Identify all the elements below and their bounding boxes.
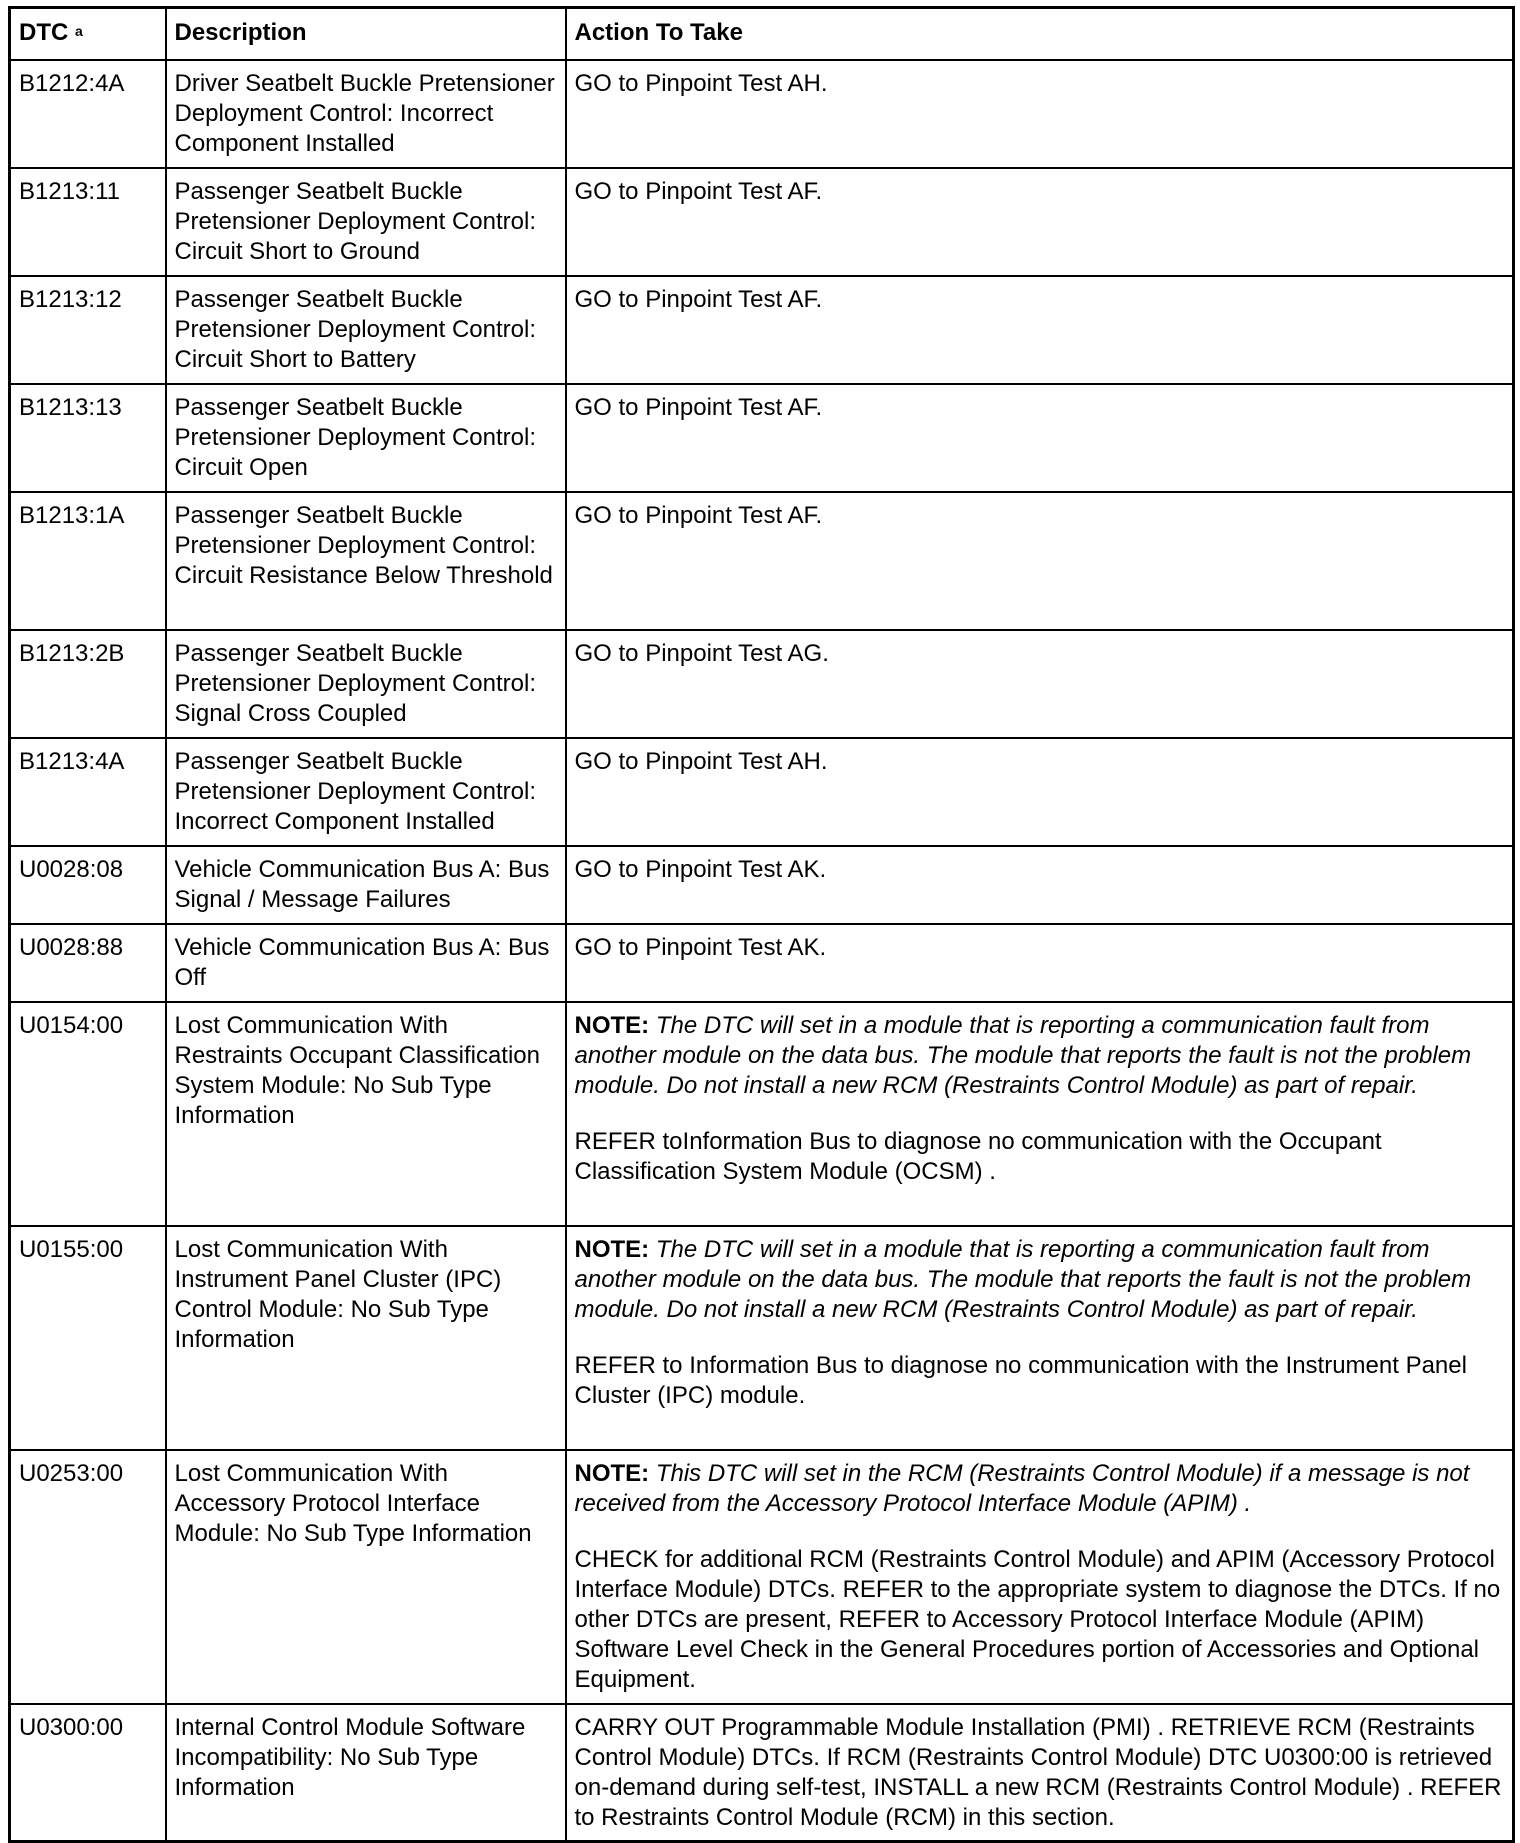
note-paragraph: [575, 1235, 1505, 1325]
table-row: [10, 1704, 1514, 1842]
dtc-action: GO to Pinpoint Test AF.: [566, 384, 1514, 492]
dtc-code: B1212:4A: [10, 60, 166, 168]
action-paragraph: REFER to Information Bus to diagnose no communication with the Instrument Panel Cluster (IPC) module.: [574, 1351, 1467, 1409]
dtc-description: Passenger Seatbelt Buckle Pretensioner Deployment Control: Incorrect Component Installed: [166, 738, 566, 846]
table-row: [10, 168, 1514, 276]
dtc-description: Passenger Seatbelt Buckle Pretensioner Deployment Control: Circuit Resistance Below Threshold: [166, 492, 566, 630]
dtc-action: GO to Pinpoint Test AF.: [566, 276, 1514, 384]
dtc-description: Lost Communication With Instrument Panel Cluster (IPC) Control Module: No Sub Type Information: [166, 1226, 566, 1450]
dtc-action: GO to Pinpoint Test AK.: [566, 846, 1514, 924]
header-dtc: DTC $^a$: [10, 8, 166, 60]
note-text: This DTC will set in the RCM (Restraints Control Module) if a message is not received from the Accessory Protocol Interface Module (APIM) .: [574, 1459, 1470, 1517]
table-row: [10, 924, 1514, 1002]
dtc-action: GO to Pinpoint Test AF.: [566, 168, 1514, 276]
dtc-code: B1213:4A: [10, 738, 166, 846]
dtc-description: Internal Control Module Software Incompatibility: No Sub Type Information: [166, 1704, 566, 1842]
dtc-code: B1213:11: [10, 168, 166, 276]
dtc-code: U0300:00: [10, 1704, 166, 1842]
dtc-description: Vehicle Communication Bus A: Bus Signal / Message Failures: [166, 846, 566, 924]
dtc-code: U0155:00: [10, 1226, 166, 1450]
dtc-action: [566, 1450, 1514, 1704]
table-row: [10, 630, 1514, 738]
dtc-code: B1213:13: [10, 384, 166, 492]
dtc-description: Lost Communication With Accessory Protocol Interface Module: No Sub Type Information: [166, 1450, 566, 1704]
table-row: [10, 384, 1514, 492]
action-paragraph: REFER toInformation Bus to diagnose no communication with the Occupant Classification System Module (OCSM) .: [574, 1127, 1382, 1185]
dtc-action: GO to Pinpoint Test AH.: [566, 738, 1514, 846]
table-row: [10, 492, 1514, 630]
dtc-code: B1213:2B: [10, 630, 166, 738]
dtc-description: Passenger Seatbelt Buckle Pretensioner Deployment Control: Circuit Short to Battery: [166, 276, 566, 384]
table-row: [10, 846, 1514, 924]
dtc-code: B1213:12: [10, 276, 166, 384]
dtc-action: GO to Pinpoint Test AG.: [566, 630, 1514, 738]
dtc-action: [566, 1226, 1514, 1450]
table-row: [10, 60, 1514, 168]
note-text: The DTC will set in a module that is reporting a communication fault from another module on the data bus. The module that reports the fault is not the problem module. Do not install a new RCM (Restraints Control Module) as part of repair.: [574, 1011, 1472, 1099]
table-row: [10, 1002, 1514, 1226]
header-row: [10, 8, 1514, 60]
dtc-action: CARRY OUT Programmable Module Installation (PMI) . RETRIEVE RCM (Restraints Control Module) DTCs. If RCM (Restraints Control Module) DTC U0300:00 is retrieved on-demand during self-test, INSTALL a new RCM (Restraints Control Module) . REFER to Restraints Control Module (RCM) in this section.: [566, 1704, 1514, 1842]
dtc-action: GO to Pinpoint Test AH.: [566, 60, 1514, 168]
note-text: The DTC will set in a module that is reporting a communication fault from another module on the data bus. The module that reports the fault is not the problem module. Do not install a new RCM (Restraints Control Module) as part of repair.: [574, 1235, 1472, 1323]
dtc-code: U0028:88: [10, 924, 166, 1002]
footnote-marker: a: [75, 23, 83, 39]
table-row: [10, 276, 1514, 384]
note-label: NOTE:: [574, 1459, 650, 1487]
table-row: [10, 738, 1514, 846]
dtc-code: U0253:00: [10, 1450, 166, 1704]
dtc-code: U0154:00: [10, 1002, 166, 1226]
dtc-action: GO to Pinpoint Test AF.: [566, 492, 1514, 630]
dtc-code: B1213:1A: [10, 492, 166, 630]
dtc-action: [566, 1002, 1514, 1226]
dtc-description: Passenger Seatbelt Buckle Pretensioner Deployment Control: Signal Cross Coupled: [166, 630, 566, 738]
header-action: Action To Take: [566, 8, 1514, 60]
action-paragraph: CHECK for additional RCM (Restraints Control Module) and APIM (Accessory Protocol Interface Module) DTCs. REFER to the appropriate system to diagnose the DTCs. If no other DTCs are present, REFER to Accessory Protocol Interface Module (APIM) Software Level Check in the General Procedures portion of Accessories and Optional Equipment.: [574, 1545, 1501, 1693]
table-row: [10, 1450, 1514, 1704]
dtc-description: Vehicle Communication Bus A: Bus Off: [166, 924, 566, 1002]
header-description: Description: [166, 8, 566, 60]
dtc-code: U0028:08: [10, 846, 166, 924]
dtc-description: Lost Communication With Restraints Occupant Classification System Module: No Sub Type Information: [166, 1002, 566, 1226]
table-row: [10, 1226, 1514, 1450]
dtc-table: [8, 6, 1515, 1843]
dtc-description: Passenger Seatbelt Buckle Pretensioner Deployment Control: Circuit Open: [166, 384, 566, 492]
note-paragraph: [575, 1011, 1505, 1101]
note-label: NOTE:: [574, 1011, 650, 1039]
dtc-action: GO to Pinpoint Test AK.: [566, 924, 1514, 1002]
dtc-description: Driver Seatbelt Buckle Pretensioner Deployment Control: Incorrect Component Installed: [166, 60, 566, 168]
dtc-description: Passenger Seatbelt Buckle Pretensioner Deployment Control: Circuit Short to Ground: [166, 168, 566, 276]
note-label: NOTE:: [574, 1235, 650, 1263]
note-paragraph: [575, 1459, 1505, 1519]
